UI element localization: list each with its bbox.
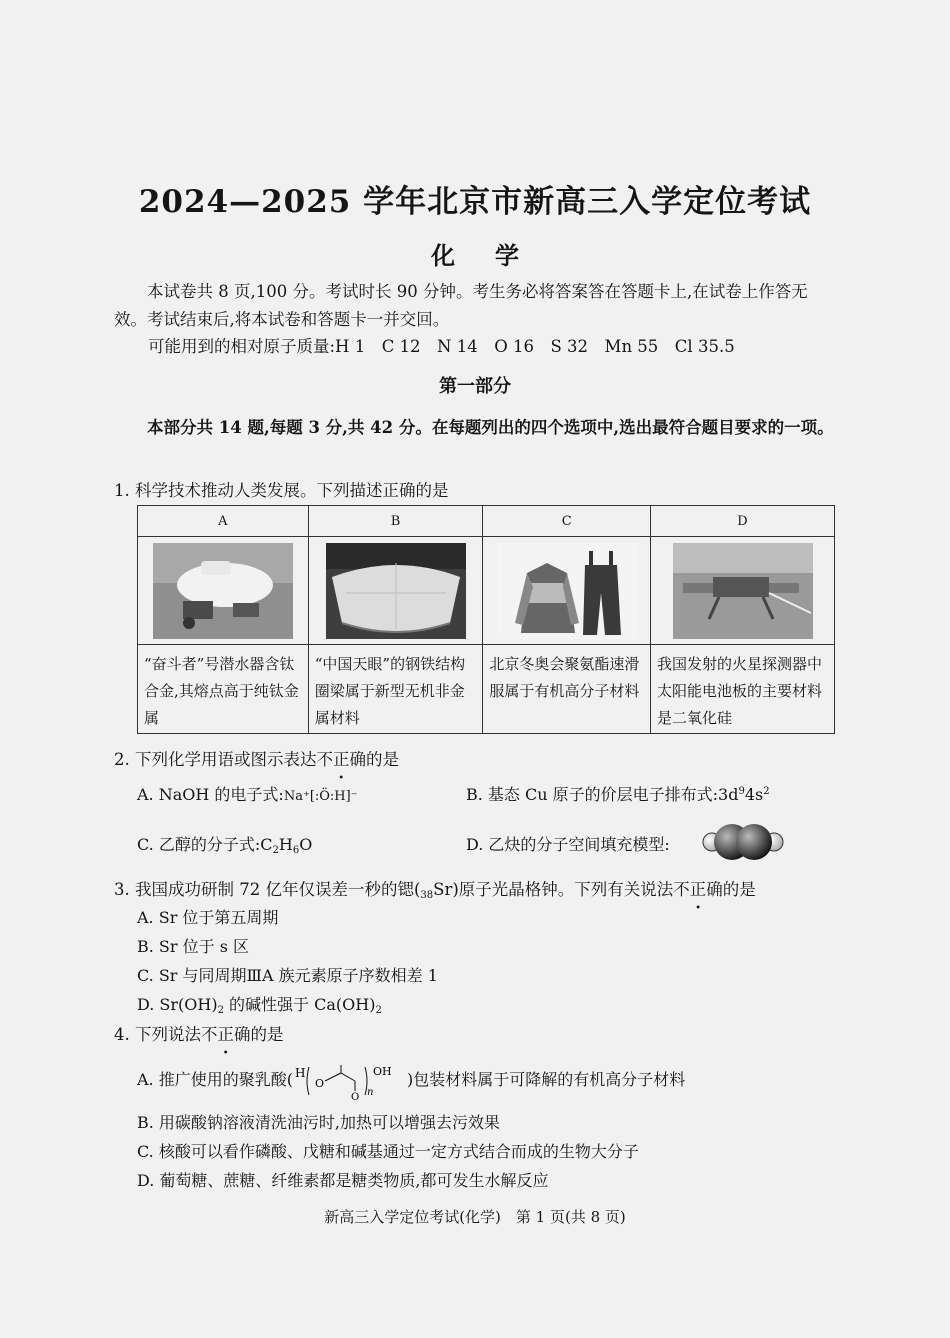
q1-cell-a: “奋斗者”号潜水器含钛合金,其熔点高于纯钛金属 — [138, 645, 309, 734]
q1-image-b — [308, 537, 483, 645]
section-instructions: 本部分共 14 题,每题 3 分,共 42 分。在每题列出的四个选项中,选出最符合题目要求的一项。 — [147, 418, 834, 437]
q3-option-b: B. Sr 位于 s 区 — [137, 937, 250, 956]
section-title: 第一部分 — [439, 376, 511, 397]
q3-option-d-pre: D. Sr(OH) — [137, 995, 218, 1014]
polylactic-acid-structure — [293, 1061, 407, 1101]
q3-option-d-s1: 2 — [217, 1005, 224, 1016]
submersible-image — [153, 543, 293, 639]
svg-text:OH: OH — [372, 1064, 392, 1078]
q1-image-a — [138, 537, 309, 645]
q2-option-b-exp1: 9 — [738, 786, 745, 797]
q4-option-b: B. 用碳酸钠溶液清洗油污时,加热可以增强去污效果 — [137, 1113, 501, 1132]
q1-stem: 1. 科学技术推动人类发展。下列描述正确的是 — [114, 481, 449, 500]
q1-image-d — [651, 537, 835, 645]
q1-cell-d: 我国发射的火星探测器中太阳能电池板的主要材料是二氧化硅 — [651, 645, 835, 734]
q3-stem-pre: 3. 我国成功研制 72 亿年仅误差一秒的锶( — [114, 880, 421, 899]
q1-col-b: B — [308, 506, 483, 537]
q1-cell-c: 北京冬奥会聚氨酯速滑服属于有机高分子材料 — [483, 645, 651, 734]
q2-option-d — [466, 832, 670, 855]
q2-stem — [114, 746, 399, 770]
q2-option-c-n2: 6 — [292, 845, 300, 856]
svg-text:O: O — [314, 1076, 325, 1090]
q1-col-d: D — [651, 506, 835, 537]
q2-stem-pre: 2. 下列化学用语或图示表达 — [114, 750, 317, 769]
subject-title: 化学 — [431, 241, 559, 270]
q3-stem-mid: Sr)原子光晶格钟。下列有关说法 — [433, 880, 674, 899]
q2-option-c-label: C. 乙醇的分子式:C — [137, 835, 273, 854]
q1-col-c: C — [483, 506, 651, 537]
exam-title: 2024—2025 学年北京市新高三入学定位考试 — [138, 184, 812, 220]
q4-option-a — [137, 1064, 686, 1101]
q1-table — [137, 505, 835, 734]
q4-stem-pre: 4. 下列说法 — [114, 1025, 201, 1044]
acetylene-model-image — [702, 818, 784, 866]
q4-stem — [114, 1021, 284, 1045]
q3-option-d-mid: 的碱性强于 Ca(OH) — [223, 995, 376, 1014]
page-footer: 新高三入学定位考试(化学) 第 1 页(共 8 页) — [324, 1208, 626, 1226]
q1-image-c — [483, 537, 651, 645]
q3-option-a: A. Sr 位于第五周期 — [137, 908, 279, 927]
q2-option-b — [466, 782, 770, 805]
svg-text:n: n — [366, 1086, 374, 1098]
q2-option-c — [137, 832, 312, 856]
q3-stem-post: 的是 — [722, 880, 756, 899]
q3-stem-emphasis: 不正确 — [673, 880, 723, 899]
svg-text:H: H — [294, 1065, 306, 1080]
q2-option-d-label: D. 乙炔的分子空间填充模型: — [466, 835, 670, 854]
q2-stem-emphasis: 不正确 — [316, 750, 366, 769]
atomic-masses: 可能用到的相对原子质量:H 1 C 12 N 14 O 16 S 32 Mn 55 Cl 35.5 — [148, 337, 735, 356]
telescope-image — [326, 543, 466, 639]
skating-suit-image — [497, 543, 637, 639]
exam-intro: 本试卷共 8 页,100 分。考试时长 90 分钟。考生务必将答案答在答题卡上,在试卷上作答无效。考试结束后,将本试卷和答题卡一并交回。 — [114, 282, 808, 329]
q2-option-a-label: A. NaOH 的电子式: — [137, 785, 284, 804]
mars-probe-image — [673, 543, 813, 639]
q4-option-c: C. 核酸可以看作磷酸、戊糖和碱基通过一定方式结合而成的生物大分子 — [137, 1142, 639, 1161]
q2-option-b-exp2: 2 — [763, 786, 770, 797]
q2-option-c-h: H — [278, 835, 293, 854]
q2-stem-post: 的是 — [366, 750, 399, 769]
q4-option-a-post: )包装材料属于可降解的有机高分子材料 — [406, 1070, 686, 1089]
q3-option-d — [137, 992, 382, 1016]
q2-option-b-label: B. 基态 Cu 原子的价层电子排布式:3d — [466, 785, 739, 804]
q2-option-c-o: O — [299, 835, 313, 854]
q3-option-d-s2: 2 — [375, 1005, 382, 1016]
q1-col-a: A — [138, 506, 309, 537]
svg-text:O: O — [350, 1091, 360, 1101]
q3-stem-sub: 38 — [420, 890, 434, 901]
q2-option-a — [137, 782, 358, 805]
q4-option-d: D. 葡萄糖、蔗糖、纤维素都是糖类物质,都可发生水解反应 — [137, 1171, 549, 1190]
q2-option-c-n1: 2 — [272, 845, 279, 856]
q4-stem-emphasis: 不正确 — [201, 1025, 251, 1044]
q3-stem — [114, 876, 756, 901]
q4-option-a-pre: A. 推广使用的聚乳酸( — [137, 1070, 293, 1089]
q2-option-a-formula: Na⁺[:Ö:H]⁻ — [283, 789, 358, 804]
q3-option-c: C. Sr 与同周期ⅢA 族元素原子序数相差 1 — [137, 966, 438, 985]
q4-stem-post: 的是 — [250, 1025, 284, 1044]
q1-cell-b: “中国天眼”的钢铁结构圈梁属于新型无机非金属材料 — [308, 645, 483, 734]
q2-option-b-mid: 4s — [744, 785, 764, 804]
